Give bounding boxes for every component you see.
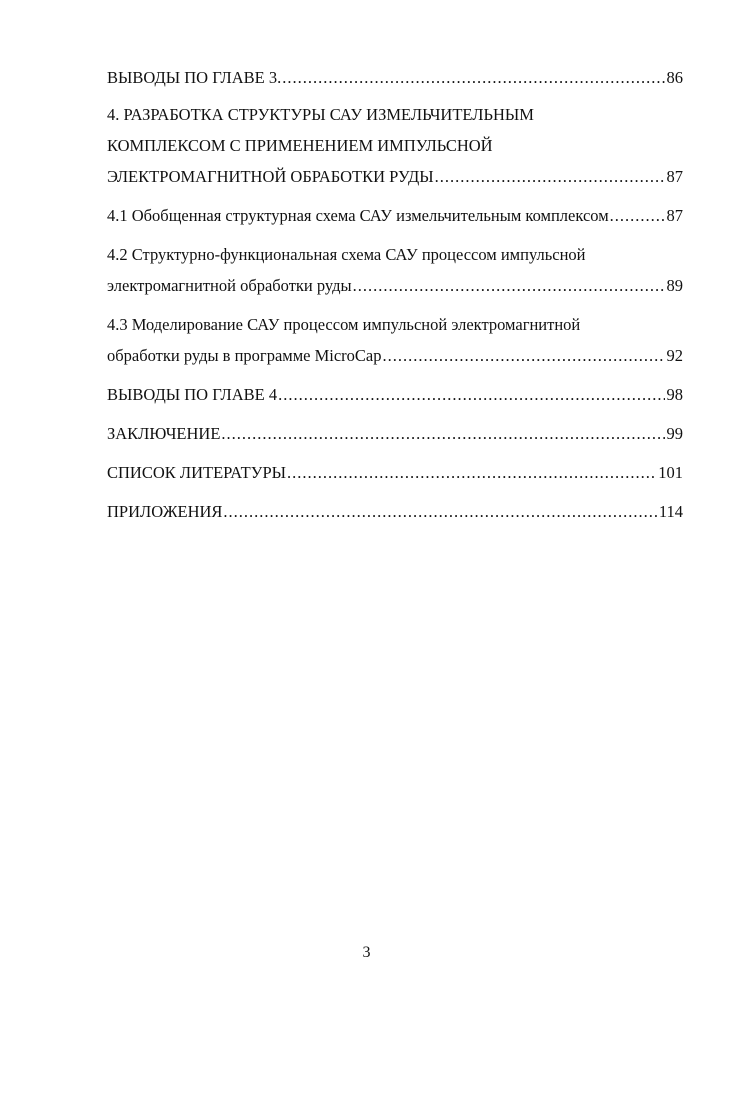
toc-entry-section-4-3 <box>107 309 683 371</box>
toc-entry-line <box>107 62 683 93</box>
toc-entry-title: 4.1 Обобщенная структурная схема САУ измельчительным комплексом <box>107 206 609 225</box>
toc-entry-conclusions-chapter-3 <box>107 62 683 93</box>
toc-entry-line <box>107 161 683 192</box>
toc-entry-title-line-1: 4.2 Структурно-функциональная схема САУ процессом импульсной <box>107 245 586 264</box>
toc-leader-dots <box>353 270 665 301</box>
toc-page-number: 89 <box>666 276 683 295</box>
toc-entry-chapter-4 <box>107 99 683 192</box>
toc-leader-dots <box>221 418 664 449</box>
toc-entry-title: ВЫВОДЫ ПО ГЛАВЕ 4 <box>107 385 278 404</box>
toc-page-number: 101 <box>658 463 683 482</box>
toc-leader-dots <box>287 457 656 488</box>
toc-leader-dots <box>435 161 665 192</box>
toc-entry-line <box>107 496 683 527</box>
page-number: 3 <box>362 944 371 961</box>
toc-entry-title-line-2: КОМПЛЕКСОМ С ПРИМЕНЕНИЕМ ИМПУЛЬСНОЙ <box>107 136 493 155</box>
toc-page-number: 114 <box>658 502 683 521</box>
toc-leader-dots <box>610 200 665 231</box>
toc-entry-line <box>107 340 683 371</box>
toc-page-number: 92 <box>666 346 683 365</box>
toc-entry-line <box>107 457 683 488</box>
toc-entry-title: обработки руды в программе MicroCap <box>107 346 382 365</box>
toc-entry-title-line-1: 4.3 Моделирование САУ процессом импульсной электромагнитной <box>107 315 581 334</box>
toc-leader-dots <box>223 496 656 527</box>
toc-entry-line <box>107 270 683 301</box>
toc-leader-dots <box>278 379 664 410</box>
toc-page-number: 87 <box>666 167 683 186</box>
toc-entry-line <box>107 379 683 410</box>
toc-entry-section-4-1 <box>107 200 683 231</box>
toc-page-number: 87 <box>666 206 683 225</box>
toc-entry-title-line-1: 4. РАЗРАБОТКА СТРУКТУРЫ САУ ИЗМЕЛЬЧИТЕЛЬНЫМ <box>107 105 534 124</box>
toc-entry-title: ПРИЛОЖЕНИЯ <box>107 502 223 521</box>
table-of-contents <box>107 62 683 535</box>
toc-entry-title: СПИСОК ЛИТЕРАТУРЫ <box>107 463 287 482</box>
toc-entry-conclusion <box>107 418 683 449</box>
toc-entry-title: ЭЛЕКТРОМАГНИТНОЙ ОБРАБОТКИ РУДЫ <box>107 167 434 186</box>
toc-entry-appendices <box>107 496 683 527</box>
toc-entry-line <box>107 418 683 449</box>
toc-leader-dots <box>383 340 665 371</box>
toc-entry-conclusions-chapter-4 <box>107 379 683 410</box>
toc-entry-references <box>107 457 683 488</box>
toc-entry-title: электромагнитной обработки руды <box>107 276 352 295</box>
toc-page-number: 86 <box>666 68 683 87</box>
toc-leader-dots <box>282 62 664 93</box>
toc-entry-line <box>107 200 683 231</box>
toc-page-number: 99 <box>666 424 683 443</box>
toc-entry-title: ВЫВОДЫ ПО ГЛАВЕ 3. <box>107 68 282 87</box>
toc-page-number: 98 <box>666 385 683 404</box>
toc-entry-section-4-2 <box>107 239 683 301</box>
toc-entry-title: ЗАКЛЮЧЕНИЕ <box>107 424 221 443</box>
